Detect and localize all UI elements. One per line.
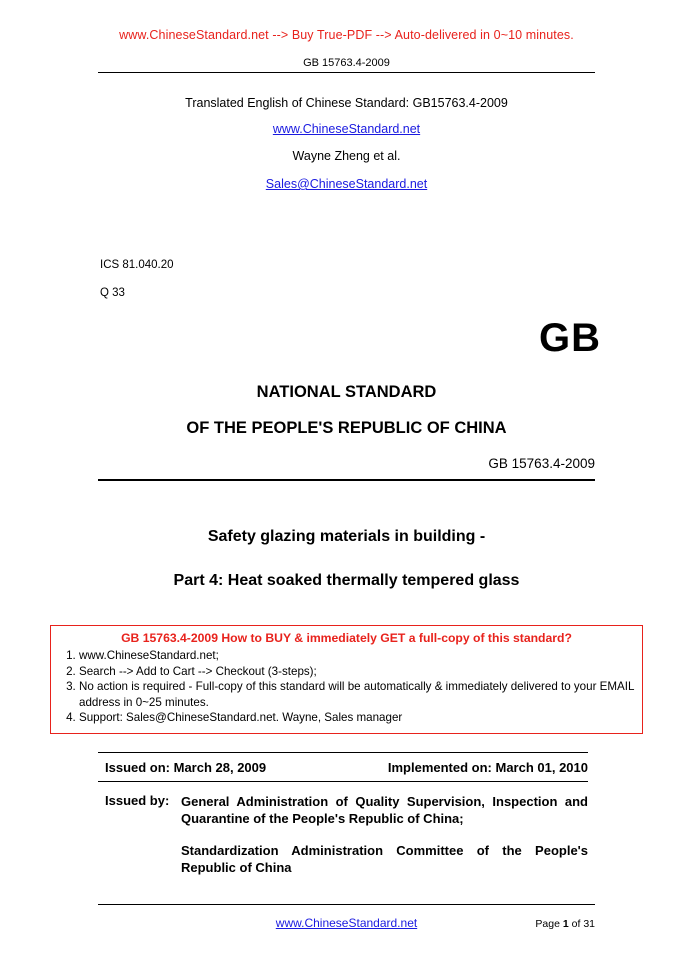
issued-row [105,760,588,775]
standard-number: GB 15763.4-2009 [488,456,595,471]
footer-website-link[interactable]: www.ChineseStandard.net [275,916,418,930]
list-item: 2. Search --> Add to Cart --> Checkout (3-steps); [79,664,636,680]
issued-by-label: Issued by: [105,793,170,808]
how-to-buy-title: GB 15763.4-2009 How to BUY & immediately GET a full-copy of this standard? [121,631,572,645]
header-standard-code: GB 15763.4-2009 [303,57,390,69]
email-link[interactable]: Sales@ChineseStandard.net [265,177,428,191]
issuing-organization-2: Standardization Administration Committee of the People's Republic of China [181,843,588,875]
national-standard-line1: NATIONAL STANDARD [256,383,437,401]
promo-banner: www.ChineseStandard.net --> Buy True-PDF --> Auto-delivered in 0~10 minutes. [119,28,574,42]
issued-by-body [181,793,588,876]
list-item: 3. No action is required - Full-copy of this standard will be automatically & immediately delivered to your EMAIL address in 0~25 minutes. [79,679,636,710]
ccs-code: Q 33 [100,287,125,299]
translation-email-line [0,177,693,191]
issuing-organization-1: General Administration of Quality Supervision, Inspection and Quarantine of the People's Republic of China; [181,794,588,826]
ics-code: ICS 81.040.20 [100,259,174,271]
page-middle: of [568,918,584,930]
list-item: 4. Support: Sales@ChineseStandard.net. Wayne, Sales manager [79,710,636,726]
translation-website-line [0,122,693,136]
national-standard-line2: OF THE PEOPLE'S REPUBLIC OF CHINA [186,419,507,437]
translation-note: Translated English of Chinese Standard: GB15763.4-2009 [185,96,508,110]
implemented-on-date: Implemented on: March 01, 2010 [387,760,588,775]
document-title-line2: Part 4: Heat soaked thermally tempered glass [173,572,520,589]
list-item: 1. www.ChineseStandard.net; [79,648,636,664]
page-total: 31 [583,918,595,930]
page-indicator [535,918,595,930]
page-current: 1 [562,918,569,930]
footer-divider [98,904,595,905]
standard-number-divider [98,479,595,481]
how-to-buy-list [57,648,636,726]
website-link[interactable]: www.ChineseStandard.net [272,122,421,136]
document-title-line1: Safety glazing materials in building - [207,528,486,545]
issued-row-bottom-divider [98,781,588,782]
gb-logo: GB [539,316,601,360]
how-to-buy-box [50,625,643,734]
header-divider [98,72,595,73]
page-prefix: Page [535,918,563,930]
issued-row-top-divider [98,752,588,753]
translation-author: Wayne Zheng et al. [292,149,401,163]
issued-on-date: Issued on: March 28, 2009 [105,760,267,775]
